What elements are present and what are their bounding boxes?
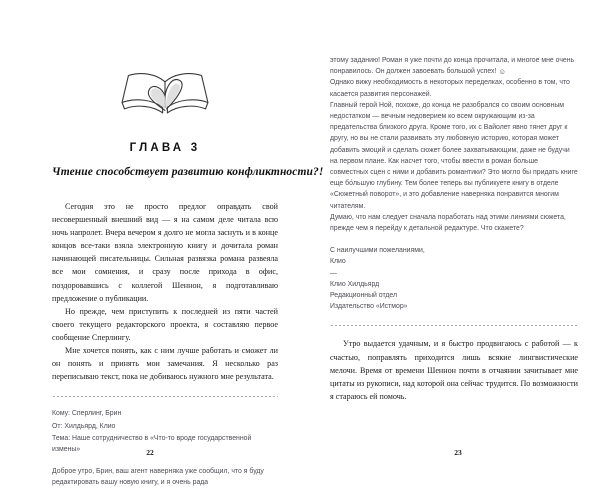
email-signature-separator: — <box>330 269 337 277</box>
email-body <box>52 466 278 488</box>
email-paragraph: Главный герой Ной, похоже, до конца не разобрался со своим основным недостатком — вечным недоверием ко всем окружающим из-за предательства близкого друга. Кроме того, их с Вайолет явно тянет друг к другу, но вы не стали развивать эту любовную историю, которая может добавить эмоций и сделать сюжет более захватывающим, даже не будучи на первом плане. Как насчет того, чтобы ввести в роман больше совместных сцен с ними и добавить романтики? Это могло бы придать книге еще бо́льшую глубину. Тем более теперь вы публикуете книгу в отделе «Сюжетный поворот», и это добавление наверняка понравится многим читателям. <box>330 101 578 210</box>
email-sender-name: Клио Хилдьярд <box>330 280 380 288</box>
page-right <box>300 0 600 477</box>
email-signoff: С наилучшими пожеланиями, <box>330 247 425 255</box>
email-excerpt-continued <box>330 55 578 312</box>
page-number: 23 <box>454 448 462 457</box>
email-signoff-name: Клио <box>330 258 346 266</box>
email-sender-company: Издательство «Истмор» <box>330 303 408 311</box>
chapter-title: Чтение способствует развитию конфликтности?! <box>52 166 324 178</box>
top-spacer <box>330 0 578 44</box>
paragraph: Утро выдается удачным, и я быстро продвигаюсь с работой — к счастью, поправлять приходится лишь всякие лингвистические мелочи. Время от времени Шеннон почти в отчаянии зачитывает мне цитаты из рукописи, над которой она сейчас трудится. По возможности я стараюсь ей помочь. <box>330 339 578 401</box>
paragraph: Мне хочется понять, как с ним лучше работать и сможет ли он понять и принять мои замечания. Я несколько раз переписываю текст, пока не добиваюсь нужного мне результата. <box>52 346 278 382</box>
paragraph: Но прежде, чем приступить к последней из пяти частей своего текущего редакторского проекта, я составляю первое сообщение Сперлингу. <box>52 306 278 342</box>
email-body-continued <box>330 55 578 234</box>
email-opening: Доброе утро, Брин, ваш агент наверняка уже сообщил, что я буду редактировать вашу новую книгу, и я очень рада <box>52 468 264 487</box>
email-from-line: От: Хилдьярд, Клио <box>52 422 116 430</box>
email-continuation <box>330 55 578 77</box>
paragraph: Сегодня это не просто предлог оправдать свой несовершенный внешний вид — я на самом деле читала всю ночь напролет. Вчера вечером я долго не могла заснуть и в конце концов все-таки взяла электронную книгу и дочитала роман начинающей писательницы. Сильная развязка романа развеяла все мои сомнения, и сразу после прихода в офис, поздоровавшись с коллегой Шеннон, я подготавливаю предложение о публикации. <box>52 202 278 303</box>
open-book-with-heart-pages-icon <box>117 58 213 120</box>
dotted-divider-bottom <box>330 325 578 326</box>
dotted-divider-top <box>52 396 278 397</box>
right-narrative <box>330 337 578 402</box>
page-number: 22 <box>146 448 154 457</box>
email-to-line: Кому: Сперлинг, Брин <box>52 410 122 418</box>
email-paragraph: Однако вижу необходимость в некоторых переделках, особенно в том, что касается развития персонажей. <box>330 79 570 98</box>
left-narrative <box>52 200 278 383</box>
email-continuation-text: этому заданию! Роман я уже почти до конца прочитала, и многое мне очень понравилось. Он должен завоевать большой успех! <box>330 57 575 76</box>
smiley-face-icon: ☺ <box>498 67 507 77</box>
email-subject-line: Тема: Наше сотрудничество в «Что-то вроде государственной измены» <box>52 434 252 453</box>
email-sender-department: Редакционный отдел <box>330 292 398 300</box>
chapter-number: ГЛАВА 3 <box>129 142 201 154</box>
email-signature <box>330 245 578 312</box>
email-paragraph: Думаю, что нам следует сначала поработать над этими линиями сюжета, прежде чем я перейду к детальной редактуре. Что скажете? <box>330 213 566 233</box>
